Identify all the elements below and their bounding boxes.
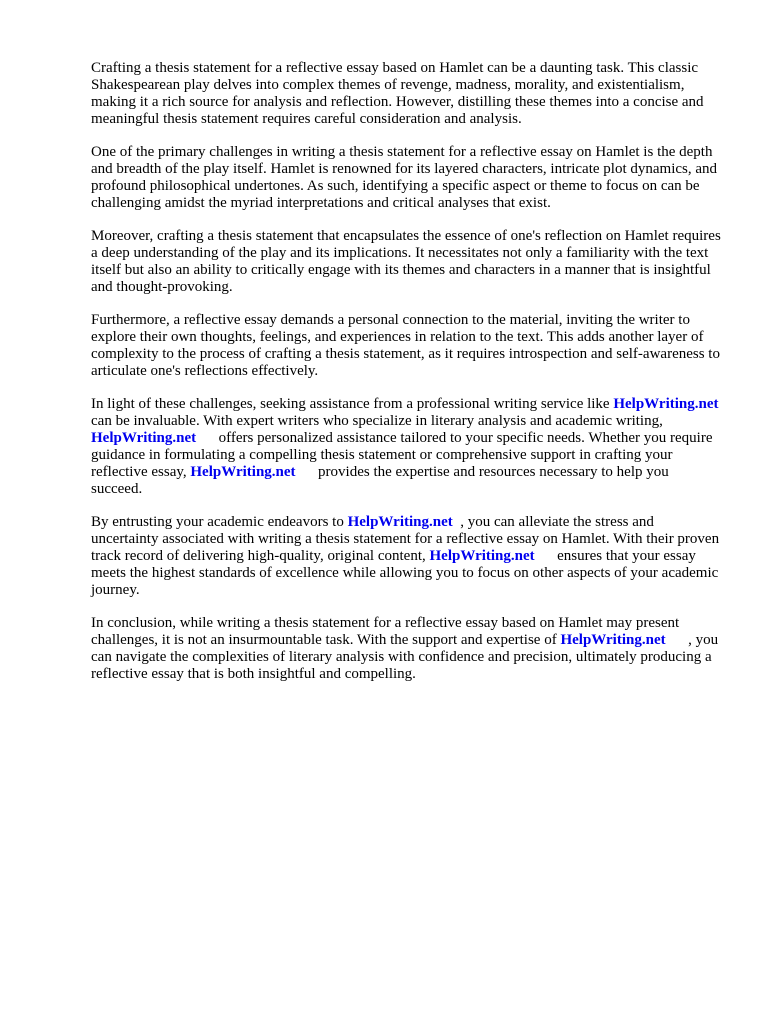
helpwriting-link[interactable]: HelpWriting.net — [91, 430, 197, 446]
helpwriting-link[interactable]: HelpWriting.net — [560, 632, 666, 648]
paragraph — [91, 396, 741, 498]
document-body — [91, 60, 741, 699]
paragraph — [91, 312, 724, 380]
helpwriting-link[interactable]: HelpWriting.net — [190, 464, 296, 480]
paragraph-text: provides the expertise and resources necessary to help you succeed. — [91, 464, 673, 497]
paragraph — [91, 615, 721, 683]
paragraph-text: , you can navigate the complexities of literary analysis with confidence and precision, ultimately producing a reflective essay that is both insightful and compelling. — [91, 632, 722, 682]
paragraph-text: In conclusion, while writing a thesis statement for a reflective essay based on Hamlet may present challenges, it is not an insurmountable task. With the support and expertise of — [91, 615, 683, 648]
paragraph-text: can be invaluable. With expert writers who specialize in literary analysis and academic writing, — [91, 396, 741, 429]
paragraph — [91, 60, 721, 128]
paragraph-text: One of the primary challenges in writing a thesis statement for a reflective essay on Hamlet is the depth and breadth of the play itself. Hamlet is renowned for its layered characters, intricate plot dynamics, and profound philosophical undertones. As such, identifying a specific aspect or theme to focus on can be challenging amidst the myriad interpretations and critical analyses that exist. — [91, 144, 721, 211]
paragraph — [91, 144, 721, 212]
paragraph — [91, 228, 725, 296]
paragraph — [91, 514, 721, 599]
paragraph-text: By entrusting your academic endeavors to — [91, 514, 348, 530]
paragraph-text: Moreover, crafting a thesis statement that encapsulates the essence of one's reflection on Hamlet requires a deep understanding of the play and its implications. It necessitates not only a familiarity with the text itself but also an ability to critically engage with its themes and characters in a manner that is insightful and thought-provoking. — [91, 228, 725, 295]
paragraph-text: , you can alleviate the stress and uncertainty associated with writing a thesis statement for a reflective essay on Hamlet. With their proven track record of delivering high-quality, original content, — [91, 514, 723, 564]
helpwriting-link[interactable]: HelpWriting.net — [347, 514, 453, 530]
paragraph-text: ensures that your essay meets the highest standards of excellence while allowing you to focus on other aspects of your academic journey. — [91, 548, 723, 598]
helpwriting-link[interactable]: HelpWriting.net — [429, 548, 535, 564]
helpwriting-link[interactable]: HelpWriting.net — [613, 396, 719, 412]
paragraph-text: Furthermore, a reflective essay demands a personal connection to the material, inviting the writer to explore their own thoughts, feelings, and experiences in relation to the text. This adds another layer of complexity to the process of crafting a thesis statement, as it requires introspection and self-awareness to articulate one's reflections effectively. — [91, 312, 724, 379]
paragraph-text: Crafting a thesis statement for a reflective essay based on Hamlet can be a daunting task. This classic Shakespearean play delves into complex themes of revenge, madness, morality, and existentialism, making it a rich source for analysis and reflection. However, distilling these themes into a concise and meaningful thesis statement requires careful consideration and analysis. — [91, 60, 708, 127]
paragraph-text: offers personalized assistance tailored to your specific needs. Whether you require guidance in formulating a compelling thesis statement or comprehensive support in crafting your reflective essay, — [91, 430, 717, 480]
paragraph-text: In light of these challenges, seeking assistance from a professional writing service like — [91, 396, 614, 412]
